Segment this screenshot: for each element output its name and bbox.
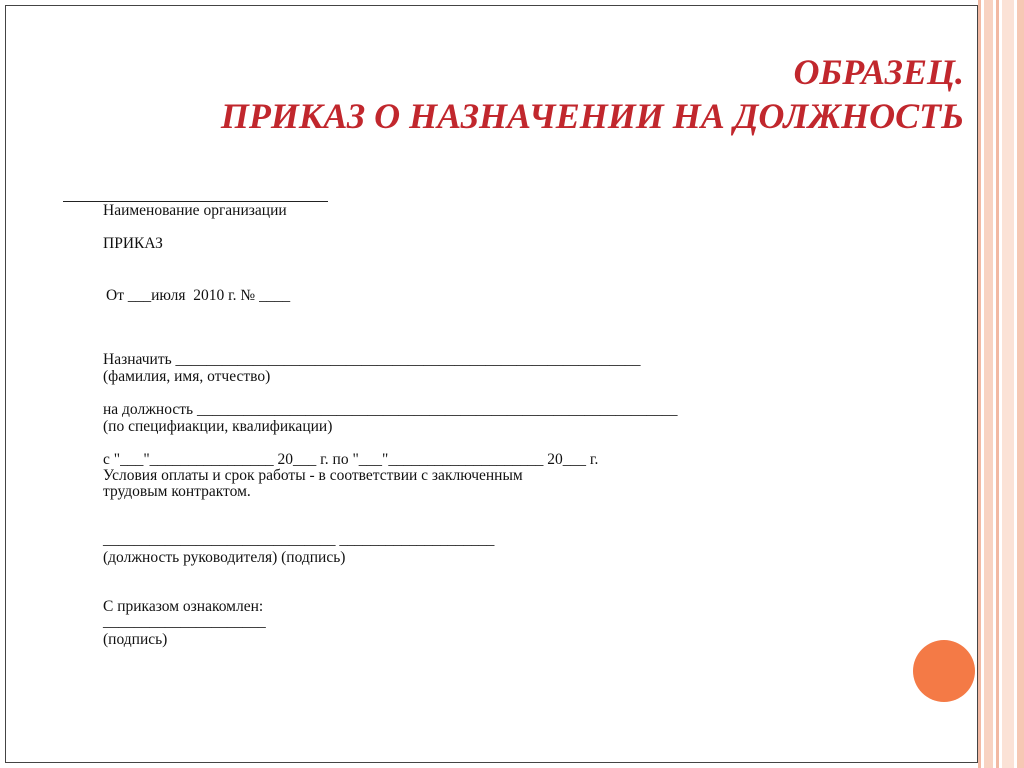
decorative-stripes [978,0,1024,768]
appoint-hint: (фамилия, имя, отчество) [103,368,271,385]
signature-hint: (должность руководителя) (подпись) [103,549,346,566]
slide-title [64,50,964,138]
stripe [996,0,999,768]
acquainted-signature-line: _____________________ [103,613,266,630]
acquainted-label: С приказом ознакомлен: [103,598,264,615]
conditions-line-2: трудовым контрактом. [103,483,251,500]
position-hint: (по специфиакции, квалификации) [103,418,333,435]
stripe [984,0,993,768]
title-line-1: ОБРАЗЕЦ. [793,52,964,92]
stripe [978,0,981,768]
stripe [1017,0,1024,768]
appoint-line: Назначить ____________________________________________________________ [103,351,641,368]
org-name-label: Наименование организации [103,202,287,219]
order-date-line: От ___июля 2010 г. № ____ [106,287,291,304]
signature-line: ______________________________ ____________________ [103,531,495,548]
accent-circle [913,640,975,702]
acquainted-signature-hint: (подпись) [103,631,168,648]
position-line: на должность ______________________________________________________________ [103,401,678,418]
stripe [1002,0,1014,768]
period-line: с "___"________________ 20___ г. по "___"____________________ 20___ г. [103,451,599,468]
conditions-line-1: Условия оплаты и срок работы - в соответствии с заключенным [103,467,523,484]
title-line-2: ПРИКАЗ О НАЗНАЧЕНИИ НА ДОЛЖНОСТЬ [220,96,964,136]
order-heading: ПРИКАЗ [103,235,163,252]
